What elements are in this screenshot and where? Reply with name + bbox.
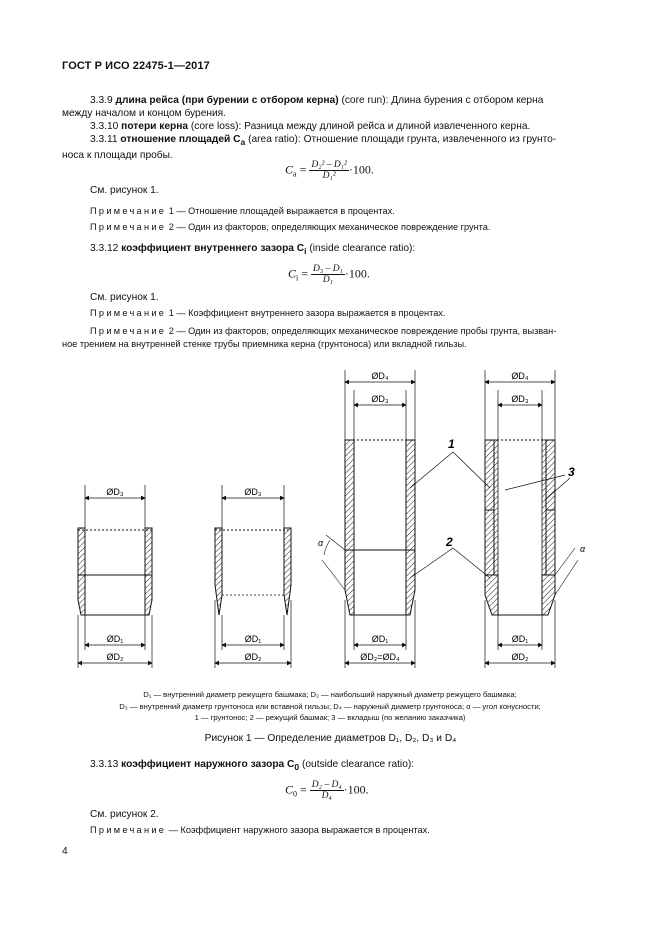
dim-d3: ØD₃ <box>511 394 529 404</box>
definition: (inside clearance ratio): <box>306 243 416 254</box>
dim-d2: ØD₂ <box>106 652 124 662</box>
section-3-3-9 <box>62 94 602 120</box>
eq-lhs-sub: a <box>293 169 297 179</box>
figure-legend <box>30 689 630 724</box>
term-subscript: 0 <box>294 762 300 773</box>
term: отношение площадей C <box>120 134 241 145</box>
see-figure: См. рисунок 1. <box>90 292 159 303</box>
figure-diagram <box>0 360 661 690</box>
sampler-d <box>485 370 586 668</box>
note <box>90 308 445 318</box>
section-3-3-12 <box>62 242 602 258</box>
note-text: 1 — Отношение площадей выражается в процентах. <box>166 206 395 216</box>
definition-cont: между началом и концом бурения. <box>62 108 227 119</box>
callout-1: 1 <box>448 437 455 451</box>
section-3-3-10 <box>62 120 602 133</box>
note <box>62 325 607 351</box>
note-text: 1 — Коэффициент внутреннего зазора выражается в процентах. <box>166 308 446 318</box>
note-label: Примечание <box>90 222 167 232</box>
term-subscript: a <box>240 137 246 148</box>
document-header: ГОСТ Р ИСО 22475-1—2017 <box>62 60 210 72</box>
eq-tail: ·100. <box>344 266 370 281</box>
equation-area-ratio <box>285 160 374 181</box>
callout-3: 3 <box>568 465 575 479</box>
eq-numerator: D₂ – D₄ <box>311 780 342 790</box>
definition-cont: носа к площади пробы. <box>62 150 173 162</box>
alpha-label: α <box>318 538 324 548</box>
dim-d1: ØD₁ <box>511 634 529 644</box>
section-3-3-13 <box>62 758 602 774</box>
term: длина рейса (при бурении с отбором керна) <box>115 95 339 106</box>
sampler-b <box>215 485 291 668</box>
dim-d2: ØD₂ <box>244 652 262 662</box>
note-text: 2 — Один из факторов, определяющих механическое повреждение грунта. <box>166 222 491 232</box>
dim-d1: ØD₁ <box>244 634 262 644</box>
term-subscript: i <box>304 246 307 257</box>
definition: (outside clearance ratio): <box>299 759 415 770</box>
callout-2: 2 <box>446 535 453 549</box>
section-number: 3.3.12 <box>90 243 119 254</box>
alpha-label: α <box>580 544 586 554</box>
eq-op: = <box>300 782 307 797</box>
note-text: — Коэффициент наружного зазора выражается в процентах. <box>166 825 430 835</box>
dim-d1: ØD₁ <box>106 634 124 644</box>
section-3-3-11 <box>62 133 602 162</box>
section-number: 3.3.11 <box>90 134 118 145</box>
eq-tail: ·100. <box>343 782 369 797</box>
page-number: 4 <box>62 846 68 857</box>
definition: (core loss): Разница между длиной рейса и длиной извлеченного керна. <box>188 121 531 132</box>
note <box>90 825 430 835</box>
note-label: Примечание <box>90 206 167 216</box>
eq-numerator: D₂² – D₁² <box>311 160 347 170</box>
eq-lhs: C <box>288 266 297 281</box>
note-label: Примечание <box>90 825 167 835</box>
eq-numerator: D₃ – D₁ <box>313 264 343 274</box>
equation-outside-clearance <box>285 780 369 801</box>
section-number: 3.3.13 <box>90 759 119 770</box>
legend-line: 1 — грунтонос; 2 — режущий башмак; 3 — вкладыш (по желанию заказчика) <box>194 713 466 722</box>
note-text: 2 — Один из факторов, определяющих механическое повреждение пробы грунта, вызван- <box>166 326 557 336</box>
definition: (core run): Длина бурения с отбором керна <box>338 95 544 106</box>
dim-d4: ØD₄ <box>371 371 389 381</box>
dim-d3: ØD₃ <box>244 487 262 497</box>
legend-line: D₁ — внутренний диаметр режущего башмака; D₂ — наибольший наружный диаметр режущего башмака; <box>143 690 517 699</box>
eq-denominator: D₁² <box>322 171 336 181</box>
sampler-a <box>78 485 152 668</box>
term: коэффициент внутреннего зазора C <box>121 243 305 254</box>
eq-denominator: D₄ <box>321 791 332 801</box>
figure-caption: Рисунок 1 — Определение диаметров D₁, D₂, D₃ и D₄ <box>204 733 457 744</box>
eq-lhs-sub: i <box>296 273 299 283</box>
dim-d2: ØD₂ <box>511 652 529 662</box>
dim-d1: ØD₁ <box>371 634 389 644</box>
note-label: Примечание <box>90 326 167 336</box>
dim-d2-d4: ØD₂=ØD₄ <box>360 652 400 662</box>
note-label: Примечание <box>90 308 167 318</box>
eq-lhs-sub: 0 <box>293 789 298 799</box>
definition: (area ratio): Отношение площади грунта, извлеченного из грунто- <box>245 134 557 145</box>
eq-denominator: D₁ <box>322 275 334 285</box>
term: коэффициент наружного зазора C <box>121 759 295 770</box>
sampler-c <box>318 370 415 668</box>
eq-lhs: C <box>285 162 294 177</box>
eq-tail: ·100. <box>348 162 374 177</box>
eq-lhs: C <box>285 782 294 797</box>
see-figure: См. рисунок 2. <box>90 809 159 820</box>
dim-d4: ØD₄ <box>511 371 529 381</box>
section-number: 3.3.9 <box>90 95 113 106</box>
term: потери керна <box>121 121 189 132</box>
dim-d3: ØD₃ <box>371 394 389 404</box>
note <box>90 206 395 216</box>
see-figure: См. рисунок 1. <box>90 185 159 196</box>
legend-line: D₃ — внутренний диаметр грунтоноса или вставной гильзы; D₄ — наружный диаметр грунтоноса; α — угол конусности; <box>119 701 541 711</box>
eq-op: = <box>299 162 307 177</box>
note-text-cont: ное трением на внутренней стенке трубы приемника керна (грунтоноса) или вкладной гильзы. <box>62 339 467 349</box>
equation-inside-clearance <box>288 264 370 285</box>
note <box>90 222 490 232</box>
section-number: 3.3.10 <box>90 121 119 132</box>
eq-op: = <box>301 266 309 281</box>
dim-d3: ØD₃ <box>106 487 124 497</box>
